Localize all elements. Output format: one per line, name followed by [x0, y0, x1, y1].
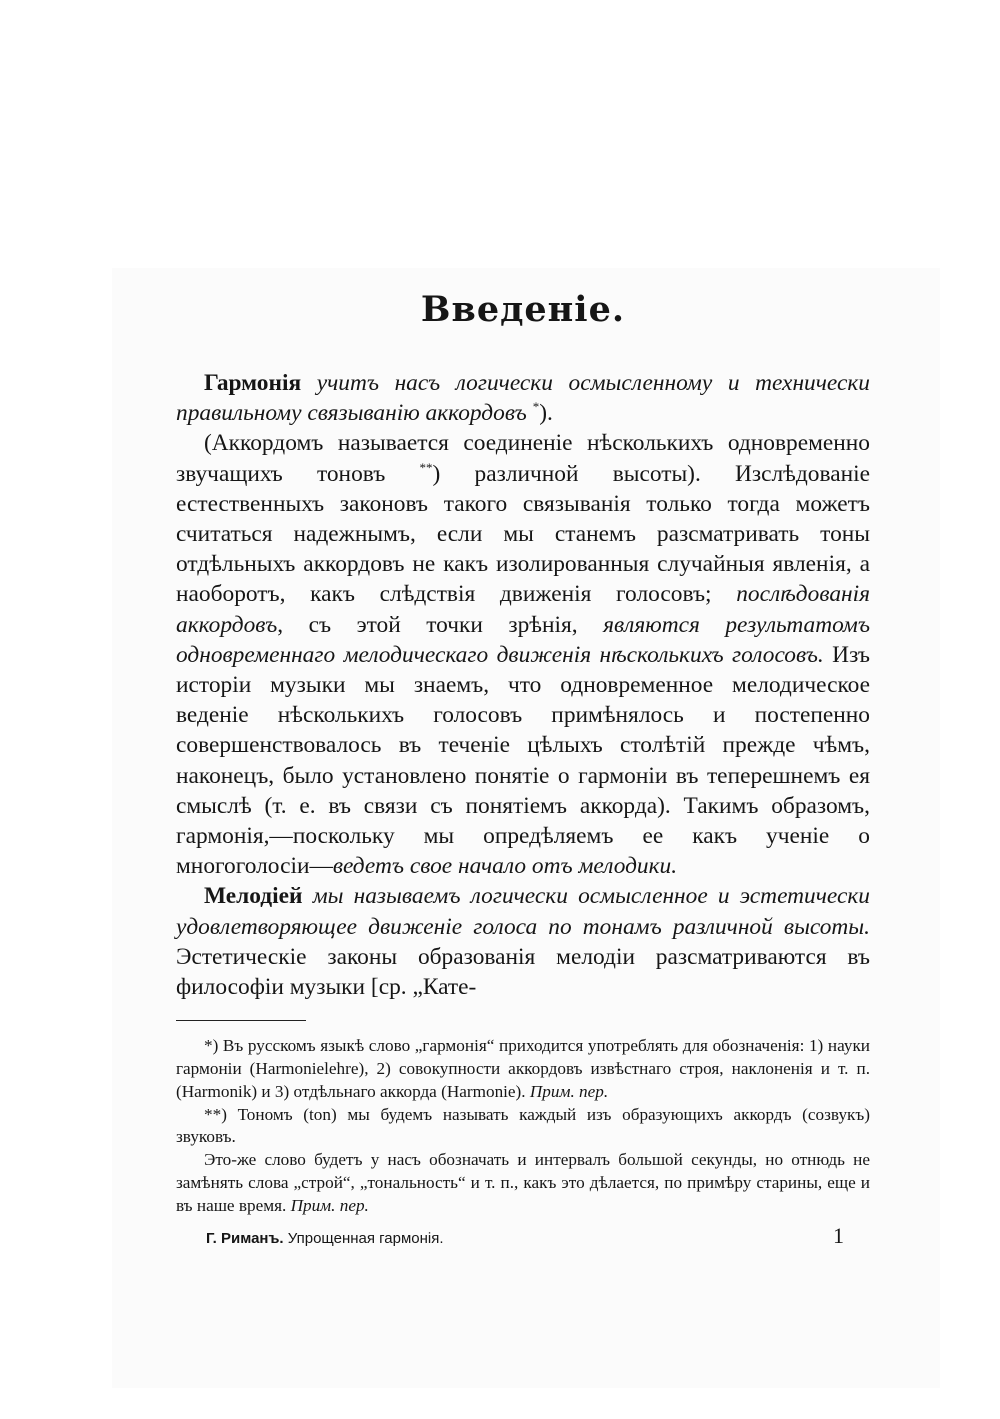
melody-rest: Эстетическіе законы образованія мелодіи разсматриваются въ философіи музыки [ср. „Кате- [176, 943, 870, 1001]
page-title: Введеніе. [420, 289, 626, 330]
footnote-ref-2: ** [419, 459, 433, 475]
term-melody: Мелодіей [204, 883, 303, 910]
footnote-2-text: **) Тономъ (ton) мы будемъ называть каждый изъ образующихъ аккордъ (созвукъ) звуковъ. [176, 1104, 870, 1147]
running-footer [206, 1227, 444, 1251]
chord-italic-3: ведетъ свое начало отъ мелодики. [332, 853, 678, 880]
text-block [176, 288, 870, 1218]
paragraph-chord [176, 428, 870, 881]
page-number: 1 [833, 1223, 844, 1248]
page-footer [206, 1224, 844, 1251]
footnote-ref-1: * [532, 399, 540, 415]
footnote-1-remark: Прим. пер. [529, 1081, 609, 1101]
footnote-3-remark: Прим. пер. [290, 1195, 369, 1215]
chord-italic-2: являются результатомъ одновременнаго мелодическаго движенія нѣсколькихъ голосовъ. [176, 611, 870, 668]
melody-definition: мы называемъ логически осмысленное и эстетически удовлетворяющее движеніе голоса по тонамъ различной высоты. [176, 883, 870, 940]
chord-text-d: Изъ исторіи музыки мы знаемъ, что одновременное мелодическое веденіе нѣсколькихъ голосовъ примѣнялось и постепенно совершенствовалось въ теченіе цѣлыхъ столѣтій прежде чѣмъ, наконецъ, было установлено понятіе о гармоніи въ теперешнемъ ея смыслѣ (т. е. въ связи съ понятіемъ аккорда). Такимъ образомъ, гармонія,—поскольку мы опредѣляемъ ее какъ ученіе о многоголосіи— [176, 641, 870, 880]
chord-text-c: , съ этой точки зрѣнія, [277, 611, 578, 638]
footer-author: Г. Риманъ. [206, 1230, 284, 1247]
harmony-end: ). [539, 400, 553, 427]
chord-text-b: ) различной высоты). Изслѣдованіе естественныхъ законовъ такого связыванія только тогда можетъ считаться надежнымъ, если мы станемъ разсматривать тоны отдѣльныхъ аккордовъ не какъ изолированныя случайныя явленія, а наоборотъ, какъ слѣдствія движенія голосовъ; [176, 460, 870, 608]
paragraph-harmony [176, 368, 870, 428]
footnote-2 [176, 1104, 870, 1150]
harmony-definition: учитъ насъ логически осмысленному и технически правильному связыванію аккордовъ [176, 370, 870, 427]
footnote-divider [176, 1020, 306, 1021]
footnote-1 [176, 1035, 870, 1103]
footnote-3-text: Это-же слово будетъ у насъ обозначать и интервалъ большой секунды, но отнюдь не замѣнять слова „строй“, „тональность“ и т. п., какъ это дѣлается, по примѣру старины, еще и въ наше время. [176, 1150, 870, 1215]
footnote-3 [176, 1149, 870, 1217]
term-harmony: Гармонія [204, 370, 302, 396]
paragraph-melody [176, 881, 870, 1002]
chord-italic-1: послѣдованія аккордовъ [176, 581, 870, 638]
footer-book-title: Упрощенная гармонія. [287, 1230, 444, 1247]
footnote-1-text: *) Въ русскомъ языкѣ слово „гармонія“ приходится употреблять для обозначенія: 1) науки гармоніи (Harmonielehre), 2) совокупности аккордовъ извѣстнаго строя, наклоненія и т. п. (Harmonik) и 3) отдѣльнаго аккорда (Harmonie). [176, 1036, 870, 1101]
chord-text-a: (Аккордомъ называется соединеніе нѣсколькихъ одновременно звучащихъ тоновъ [176, 430, 870, 487]
